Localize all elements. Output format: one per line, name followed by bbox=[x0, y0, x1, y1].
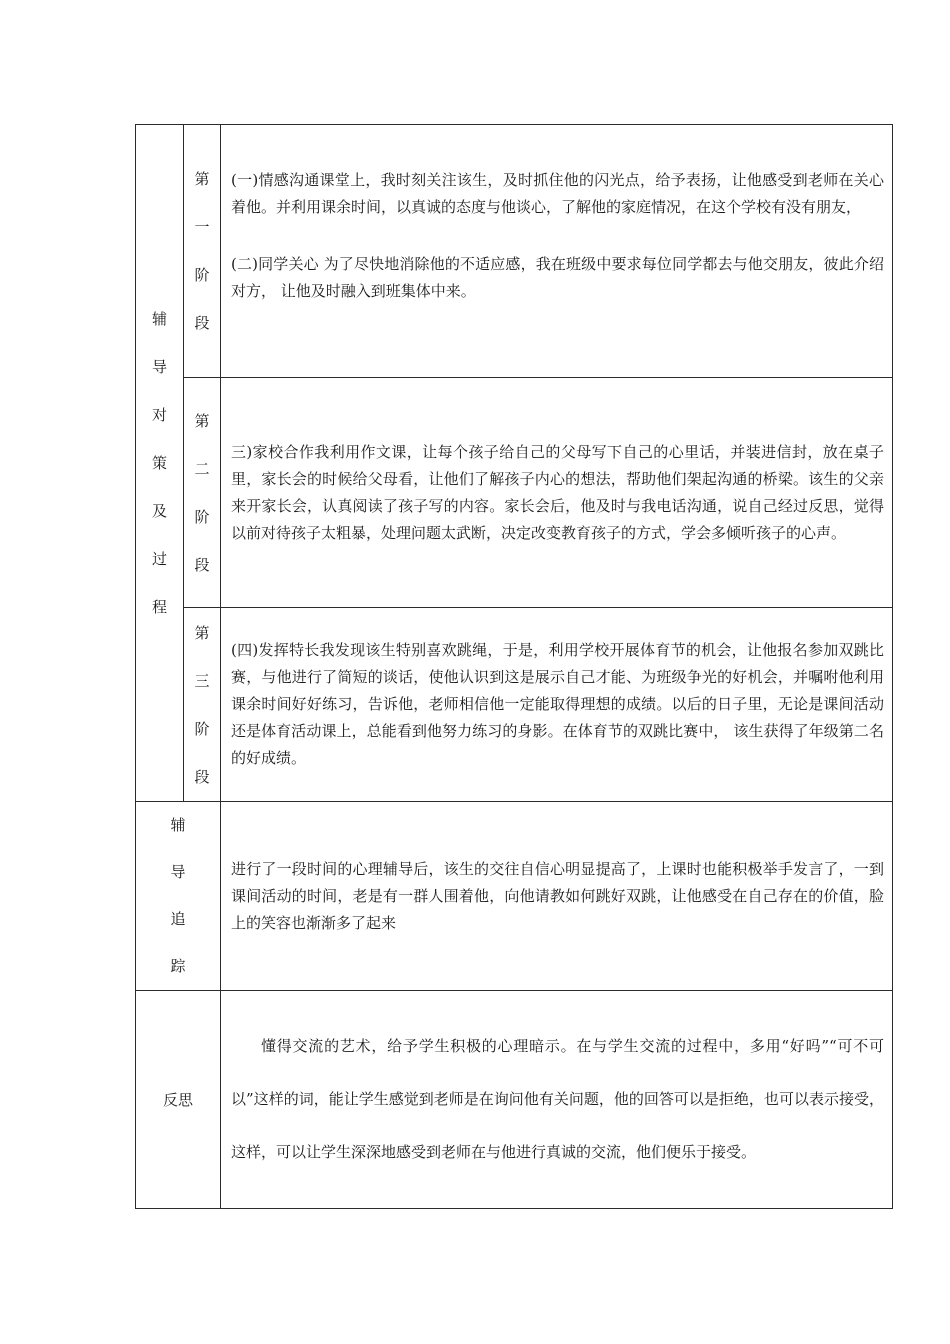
vertical-char: 对 bbox=[151, 406, 167, 424]
stage-2-row bbox=[136, 378, 893, 608]
vertical-char: 导 bbox=[151, 358, 167, 376]
stage-1-row bbox=[136, 125, 893, 378]
follow-up-text: 进行了一段时间的心理辅导后，该生的交往自信心明显提高了，上课时也能积极举手发言了，一到课间活动的时间，老是有一群人围着他，向他请教如何跳好双跳，让他感受在自己存在的价值，脸上的笑容也渐渐多了起来 bbox=[231, 859, 884, 932]
stage-3-row bbox=[136, 608, 893, 802]
vertical-char: 及 bbox=[151, 502, 167, 520]
vertical-char: 策 bbox=[151, 454, 167, 472]
stage-3-content bbox=[221, 608, 893, 802]
stage-3-label bbox=[184, 609, 220, 801]
stage-2-content bbox=[221, 378, 893, 608]
stage-1-paragraph-2: (二)同学关心 为了尽快地消除他的不适应感，我在班级中要求每位同学都去与他交朋友，彼此介绍对方， 让他及时融入到班集体中来。 bbox=[231, 255, 884, 300]
vertical-char: 第 bbox=[194, 623, 210, 642]
vertical-char: 段 bbox=[194, 314, 210, 332]
vertical-char: 一 bbox=[194, 218, 210, 236]
vertical-char: 段 bbox=[194, 767, 210, 786]
stage-2-paragraph-1: 三)家校合作我利用作文课，让每个孩子给自己的父母写下自己的心里话，并装进信封，放在桌子里，家长会的时候给父母看，让他们了解孩子内心的想法，帮助他们架起沟通的桥梁。该生的父亲来开家长会，认真阅读了孩子写的内容。家长会后，他及时与我电话沟通，说自己经过反思，觉得以前对待孩子太粗暴，处理问题太武断，决定改变教育孩子的方式，学会多倾听孩子的心声。 bbox=[231, 442, 884, 542]
vertical-char: 阶 bbox=[194, 507, 210, 526]
follow-up-content bbox=[221, 802, 893, 991]
reflection-content bbox=[221, 991, 893, 1209]
vertical-char: 踪 bbox=[170, 957, 186, 975]
reflection-row bbox=[136, 991, 893, 1209]
follow-up-label bbox=[136, 802, 220, 990]
stage-3-label-cell bbox=[184, 608, 221, 802]
stage-1-content bbox=[221, 125, 893, 378]
follow-up-row bbox=[136, 802, 893, 991]
counseling-process-label bbox=[136, 295, 183, 631]
vertical-char: 导 bbox=[170, 863, 186, 881]
vertical-char: 三 bbox=[194, 671, 210, 690]
vertical-char: 段 bbox=[194, 555, 210, 574]
vertical-char: 过 bbox=[151, 550, 167, 568]
vertical-char: 阶 bbox=[194, 266, 210, 284]
vertical-char: 程 bbox=[151, 598, 167, 616]
vertical-char: 第 bbox=[194, 411, 210, 430]
vertical-char: 第 bbox=[194, 170, 210, 188]
vertical-char: 二 bbox=[194, 459, 210, 478]
section-label-counseling-process bbox=[136, 125, 184, 802]
reflection-label: 反思 bbox=[162, 1091, 193, 1109]
vertical-char: 阶 bbox=[194, 719, 210, 738]
stage-1-label bbox=[184, 155, 220, 347]
vertical-char: 辅 bbox=[170, 816, 186, 834]
stage-2-label bbox=[184, 397, 220, 589]
reflection-label-cell bbox=[136, 991, 221, 1209]
counseling-record-table bbox=[135, 124, 893, 1209]
reflection-text: 懂得交流的艺术，给予学生积极的心理暗示。在与学生交流的过程中，多用“好吗”“可不可以”这样的词，能让学生感觉到老师是在询问他有关问题，他的回答可以是拒绝，也可以表示接受，这样，可以让学生深深地感受到老师在与他进行真诚的交流，他们便乐于接受。 bbox=[231, 1037, 884, 1161]
vertical-char: 追 bbox=[170, 910, 186, 928]
stage-2-label-cell bbox=[184, 378, 221, 608]
follow-up-label-cell bbox=[136, 802, 221, 991]
stage-1-label-cell bbox=[184, 125, 221, 378]
vertical-char: 辅 bbox=[151, 310, 167, 328]
stage-3-paragraph-1: (四)发挥特长我发现该生特别喜欢跳绳，于是，利用学校开展体育节的机会，让他报名参加双跳比赛，与他进行了简短的谈话，使他认识到这是展示自己才能、为班级争光的好机会，并嘱咐他利用课余时间好好练习，告诉他，老师相信他一定能取得理想的成绩。以后的日子里，无论是课间活动还是体育活动课上，总能看到他努力练习的身影。在体育节的双跳比赛中， 该生获得了年级第二名的好成绩。 bbox=[231, 641, 884, 767]
stage-1-paragraph-1: (一)情感沟通课堂上，我时刻关注该生，及时抓住他的闪光点，给予表扬，让他感受到老师在关心着他。并利用课余时间，以真诚的态度与他谈心，了解他的家庭情况，在这个学校有没有朋友， bbox=[231, 171, 884, 216]
